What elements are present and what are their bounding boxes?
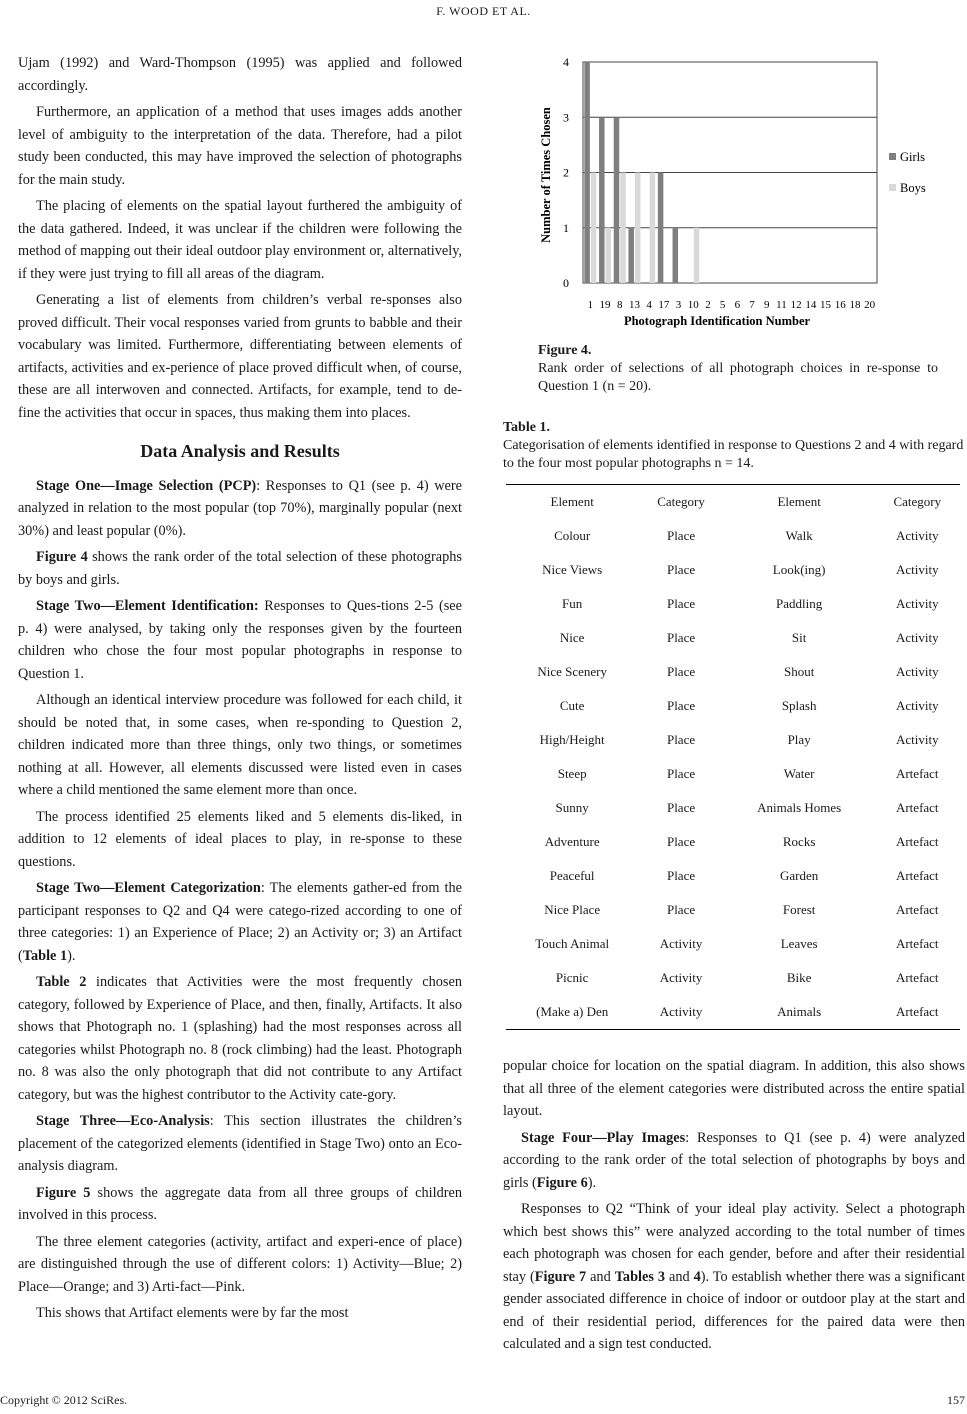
- table-cell: Paddling: [776, 596, 823, 611]
- table-row: [506, 859, 960, 893]
- table-cell: Activity: [895, 562, 939, 577]
- run-in-heading: Stage Two—Element Categorization: [36, 880, 261, 896]
- paragraph-text: indicates that Activities were the most frequently chosen category, followed by Experience of Place, and then, finally, Artifacts. It also shows that Photograph no. 1 (splashing) had the most responses across all categories whilst Photograph no. 8 (rock climbing) had the least. Photograph no. 8 was also the only photograph that did not contribute to any Artifact category, but was the highest contributor to the Activity cate-gory.: [18, 974, 462, 1103]
- right-column: [503, 1055, 965, 1360]
- x-tick-label: 7: [749, 299, 755, 311]
- footer-page-number: 157: [947, 1393, 965, 1407]
- table-cell: Animals Homes: [757, 800, 842, 815]
- table-cell: (Make a) Den: [506, 995, 638, 1030]
- table-cell: Artefact: [895, 970, 939, 985]
- bar-boys-13: [635, 173, 641, 284]
- x-tick-label: 16: [834, 299, 846, 311]
- table-cell: Nice Scenery: [537, 664, 607, 679]
- paragraph: Although an identical interview procedure was followed for each child, it should be noted that, in some cases, when re-sponding to Question 2, children indicated more than three things, only two things, or sometimes nothing at all. However, all elements discussed were listed even in cases where a child mentioned the same element more than once.: [18, 692, 462, 798]
- figure-ref: Figure 7: [534, 1268, 587, 1285]
- table-cell: Play: [787, 732, 811, 747]
- y-tick-label: 4: [563, 55, 569, 69]
- x-tick-label: 13: [628, 299, 640, 311]
- legend-swatch: [889, 184, 896, 191]
- paragraph: This shows that Artifact elements were by far the most: [36, 1305, 349, 1321]
- table-ref: 4: [693, 1268, 701, 1285]
- paragraph: The placing of elements on the spatial layout furthered the ambiguity of the data gathered. Indeed, it was unclear if the children were following the method of mapping out their ideal outdoor play environment or, alternatively, if they were just trying to fill all areas of the diagram.: [18, 198, 462, 282]
- running-header: F. WOOD ET AL.: [436, 4, 531, 18]
- paragraph: Ujam (1992) and Ward-Thompson (1995) was applied and followed accordingly.: [18, 55, 462, 94]
- bar-boys-4: [650, 173, 656, 284]
- table-body: [506, 519, 960, 1030]
- table-ref: Table 1: [22, 947, 68, 964]
- table-row: [506, 927, 960, 961]
- figure-ref: Figure 5: [36, 1184, 91, 1201]
- table-cell: Garden: [780, 868, 819, 883]
- table-cell: Place: [666, 528, 696, 543]
- bar-girls-19: [599, 117, 605, 283]
- figure-4-bar-chart: [505, 45, 965, 335]
- table-cell: Activity: [895, 698, 939, 713]
- table-cell: Fun: [562, 596, 583, 611]
- table-ref: Tables 3: [614, 1268, 666, 1285]
- x-tick-label: 12: [790, 299, 802, 311]
- table-row: [506, 553, 960, 587]
- section-heading: Data Analysis and Results: [140, 441, 340, 461]
- table-cell: Forest: [782, 902, 816, 917]
- table-cell: Activity: [895, 630, 939, 645]
- table-cell: Colour: [554, 528, 591, 543]
- run-in-heading: Stage One—Image Selection (PCP): [36, 477, 257, 494]
- paragraph: Furthermore, an application of a method that uses images adds another level of ambiguity to the interpretation of the data. Therefore, had a pilot study been conducted, this may have improved the selection of photographs for the main study.: [18, 104, 462, 188]
- paragraph-text: and: [665, 1268, 694, 1285]
- paragraph: popular choice for location on the spatial diagram. In addition, this also shows that all three of the element categories were distributed across the entire spatial layout.: [503, 1058, 965, 1119]
- table-cell: Artefact: [875, 995, 960, 1030]
- table-label: Table 1.: [503, 420, 550, 435]
- paragraph: The process identified 25 elements liked and 5 elements dis-liked, in addition to 12 elements of ideal places to play, in re-sponse to these questions.: [18, 808, 462, 870]
- table-cell: Artefact: [895, 868, 939, 883]
- x-tick-label: 9: [764, 299, 770, 311]
- paragraph: [18, 595, 462, 685]
- bar-girls-3: [673, 228, 679, 283]
- table-cell: Place: [666, 868, 696, 883]
- figure-4-caption: [538, 342, 938, 396]
- x-tick-label: 1: [587, 299, 594, 311]
- table-cell: Place: [666, 834, 696, 849]
- x-tick-label: 4: [646, 299, 652, 311]
- run-in-heading: Stage Three—Eco-Analysis: [36, 1113, 210, 1129]
- table-cell: High/Height: [539, 732, 605, 747]
- left-column: [18, 52, 462, 1329]
- table-row: [506, 655, 960, 689]
- table-cell: Leaves: [780, 936, 818, 951]
- legend-label: Girls: [900, 150, 925, 164]
- table-1: [506, 484, 960, 1030]
- table-caption-text: Categorisation of elements identified in response to Questions 2 and 4 with regard to the four most popular photographs n = 14.: [503, 438, 964, 471]
- paragraph: [503, 1198, 965, 1356]
- bar-boys-10: [694, 228, 700, 283]
- paragraph-text: : Responses to Q1 (see p. 4) were analyzed according to the rank order of the total selection of photographs by boys and girls (: [503, 1129, 965, 1191]
- table-ref: Table 2: [36, 974, 87, 990]
- paragraph: [18, 546, 462, 591]
- legend-label: Boys: [900, 181, 926, 195]
- chart-legend: [889, 150, 926, 195]
- x-tick-label: 11: [776, 299, 787, 311]
- table-row: [506, 961, 960, 995]
- x-tick-label: 14: [805, 299, 817, 311]
- table-cell: Activity: [638, 995, 723, 1030]
- table-cell: Sit: [791, 630, 807, 645]
- table-cell: Picnic: [555, 970, 589, 985]
- table-cell: Adventure: [544, 834, 600, 849]
- paragraph: [18, 475, 462, 543]
- table-cell: Steep: [557, 766, 587, 781]
- bar-boys-1: [591, 173, 597, 284]
- table-cell: Activity: [895, 528, 939, 543]
- table-cell: Peaceful: [549, 868, 595, 883]
- table-row: [506, 519, 960, 553]
- table-cell: Activity: [895, 664, 939, 679]
- table-cell: Place: [666, 766, 696, 781]
- x-tick-label: 3: [675, 299, 682, 311]
- table-row: [506, 723, 960, 757]
- table-cell: Place: [666, 664, 696, 679]
- table-cell: Artefact: [895, 766, 939, 781]
- table-row: [506, 757, 960, 791]
- x-tick-label: 15: [820, 299, 832, 311]
- table-cell: Touch Animal: [535, 936, 610, 951]
- paragraph-text: Responses to Q2 “Think of your ideal play activity. Select a photograph which best shows this” were analyzed according to the total number of times each photograph was chosen for each gender, before and after their residential stay (: [503, 1201, 965, 1285]
- paragraph-text: Responses to Ques-tions 2-5 (see p. 4) were analysed, by taking only the responses given by the fourteen children who chose the four most popular photographs in response to Question 1.: [18, 598, 462, 682]
- bar-girls-13: [628, 228, 634, 283]
- table-cell: Look(ing): [772, 562, 826, 577]
- table-cell: Artefact: [895, 834, 939, 849]
- x-tick-label: 2: [705, 299, 711, 311]
- figure-ref: Figure 6: [536, 1174, 588, 1191]
- table-row: [506, 825, 960, 859]
- footer-copyright: Copyright © 2012 SciRes.: [0, 1393, 128, 1407]
- paragraph: [18, 877, 462, 967]
- y-tick-labels: [563, 55, 569, 290]
- table-cell: Sunny: [555, 800, 589, 815]
- table-cell: Place: [666, 562, 696, 577]
- x-tick-label: 5: [719, 299, 726, 311]
- y-tick-label: 2: [563, 165, 569, 180]
- table-cell: Artefact: [895, 800, 939, 815]
- x-tick-labels: [588, 299, 876, 311]
- x-tick-label: 19: [599, 299, 611, 311]
- table-cell: Place: [666, 630, 696, 645]
- paragraph: Generating a list of elements from children’s verbal re-sponses also proved difficult. Their vocal responses varied from grunts to babble and their vocabulary was limited. Furthermore, differentiating between elements of artifacts, activities and ex-perience of place proved difficult when, of course, these are all interwoven and connected. Artifacts, for example, tend to de-fine the activities that occur in spaces, thus making them into places.: [18, 292, 462, 421]
- table-row: [506, 587, 960, 621]
- paragraph: [18, 971, 462, 1106]
- figure-caption-text: Rank order of selections of all photograph choices in re-sponse to Question 1 (n = 20).: [538, 361, 938, 394]
- chart-gridlines: [583, 62, 877, 283]
- legend-swatch: [889, 153, 896, 160]
- table-cell: Water: [783, 766, 815, 781]
- paragraph: The three element categories (activity, artifact and experi-ence of place) are distinguished through the use of different colors: 1) Activity—Blue; 2) Place—Orange; and 3) Arti-fact—Pink.: [18, 1233, 462, 1295]
- x-axis-label: Photograph Identification Number: [623, 314, 811, 328]
- paragraph-text: shows the rank order of the total selection of these photographs by boys and girls.: [18, 549, 462, 588]
- paragraph-text: and: [586, 1268, 615, 1285]
- paragraph-text: : This section illustrates the children’s placement of the categorized elements (identified in Stage Two) onto an Eco-analysis diagram.: [18, 1113, 462, 1174]
- table-cell: Splash: [781, 698, 817, 713]
- x-tick-label: 8: [617, 299, 623, 311]
- bar-boys-8: [620, 173, 626, 284]
- run-in-heading: Stage Two—Element Identification:: [36, 598, 259, 614]
- table-cell: Place: [666, 902, 696, 917]
- table-cell: Activity: [659, 936, 703, 951]
- table-header-cell: Category: [875, 485, 960, 520]
- y-tick-label: 1: [563, 220, 569, 235]
- y-axis-label: Number of Times Chosen: [539, 107, 553, 243]
- bar-girls-17: [658, 173, 664, 284]
- table-cell: Place: [666, 596, 696, 611]
- table-cell: Place: [666, 698, 696, 713]
- table-row: [506, 791, 960, 825]
- table-row: [506, 621, 960, 655]
- paragraph-text: shows the aggregate data from all three groups of children involved in this process.: [18, 1184, 462, 1223]
- table-cell: Rocks: [782, 834, 816, 849]
- paragraph-text: : Responses to Q1 (see p. 4) were analyzed in relation to the most popular (top 70%), marginally popular (next 30%) and least popular (0%).: [18, 477, 463, 539]
- x-tick-label: 18: [849, 299, 861, 311]
- table-cell: Activity: [895, 596, 939, 611]
- figure-label: Figure 4.: [538, 343, 592, 358]
- paragraph: [18, 1110, 462, 1178]
- bar-girls-8: [614, 117, 620, 283]
- table-1-caption: [503, 419, 965, 473]
- bar-boys-19: [606, 228, 612, 283]
- table-header-row: [506, 485, 960, 520]
- run-in-heading: Stage Four—Play Images: [521, 1129, 686, 1146]
- bar-girls-1: [584, 62, 590, 283]
- table-row: [506, 893, 960, 927]
- x-tick-label: 10: [687, 299, 699, 311]
- y-tick-label: 0: [563, 276, 569, 290]
- table-cell: Shout: [783, 664, 815, 679]
- x-tick-label: 20: [864, 299, 876, 311]
- table-header-cell: Element: [724, 485, 875, 520]
- paragraph-text: ).: [587, 1174, 597, 1191]
- table-cell: Activity: [659, 970, 703, 985]
- table-cell: Artefact: [895, 902, 939, 917]
- table-cell: Artefact: [895, 936, 939, 951]
- table-cell: Nice: [559, 630, 585, 645]
- x-tick-label: 17: [658, 299, 670, 311]
- table-cell: Cute: [559, 698, 585, 713]
- table-cell: Place: [666, 800, 696, 815]
- paragraph: [503, 1127, 965, 1195]
- table-header-cell: Category: [638, 485, 723, 520]
- table-row: [506, 689, 960, 723]
- table-cell: Place: [666, 732, 696, 747]
- paragraph-text: : The elements gather-ed from the participant responses to Q2 and Q4 were catego-rized according to one of three categories: 1) an Experience of Place; 2) an Activity or; 3) an Artifact (: [18, 880, 462, 964]
- table-cell: Walk: [785, 528, 813, 543]
- figure-ref: Figure 4: [36, 549, 88, 565]
- table-cell: Nice Views: [542, 562, 603, 577]
- table-cell: Bike: [786, 970, 812, 985]
- table-cell: Animals: [724, 995, 875, 1030]
- y-tick-label: 3: [563, 110, 569, 125]
- paragraph: [18, 1182, 462, 1227]
- paragraph-text: ). To establish whether there was a significant gender associated difference in choice of indoor or outdoor play at the start and end of their residential period, differences for the paired data were then calculated and a sign test conducted.: [503, 1268, 966, 1352]
- table-cell: Nice Place: [544, 902, 601, 917]
- table-row: [506, 995, 960, 1030]
- table-cell: Activity: [895, 732, 939, 747]
- table-header-cell: Element: [506, 485, 638, 520]
- paragraph-text: ).: [67, 947, 76, 964]
- x-tick-label: 6: [734, 299, 741, 311]
